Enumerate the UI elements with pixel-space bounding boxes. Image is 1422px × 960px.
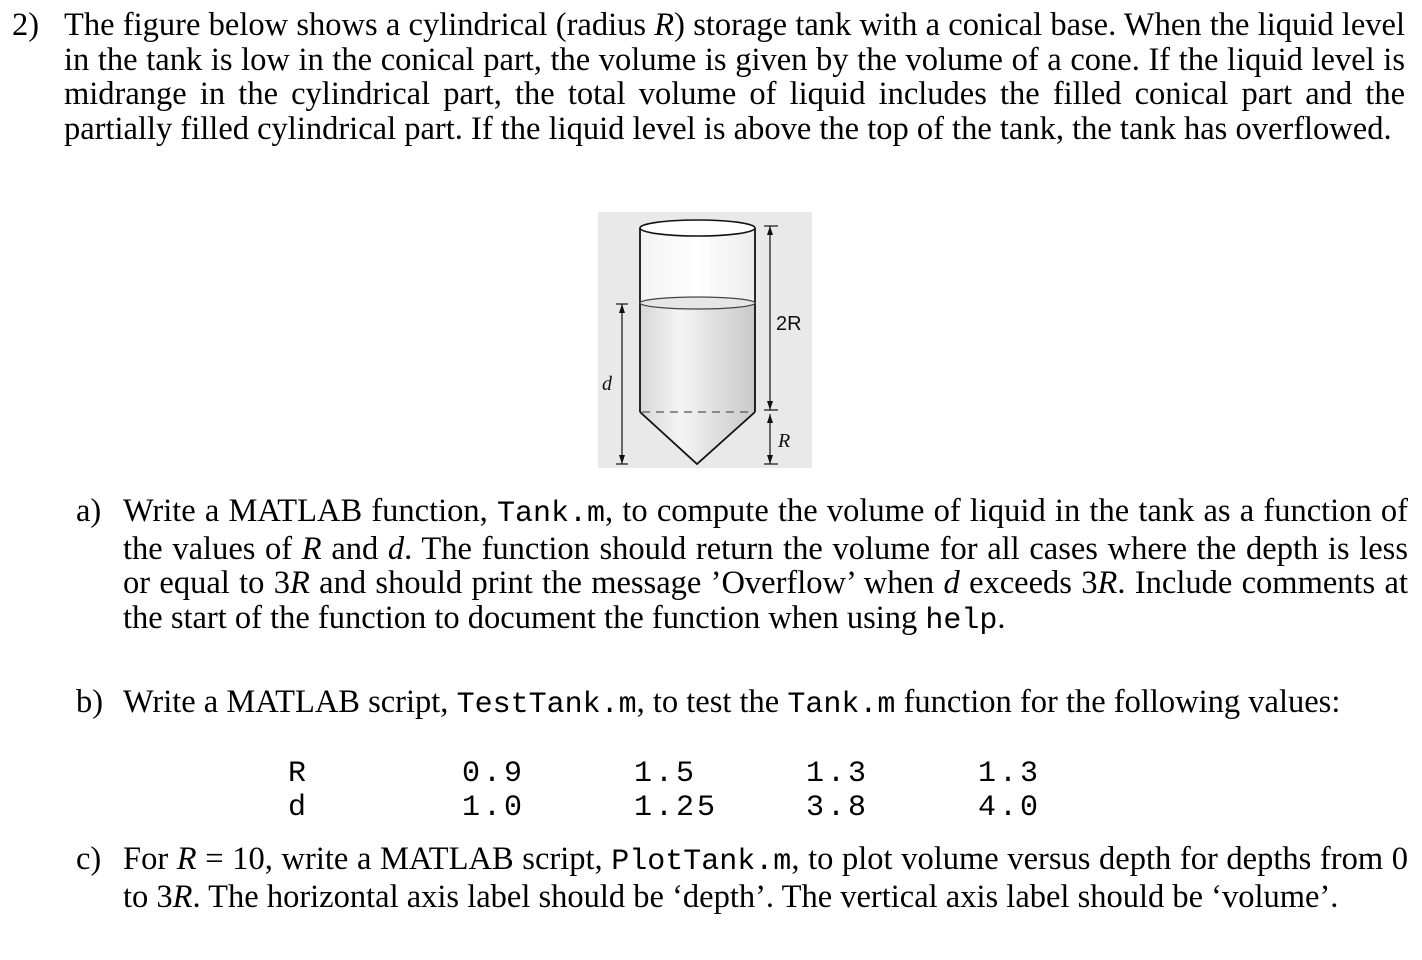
- label-R: R: [778, 430, 791, 452]
- table-cell: 0.9: [462, 757, 526, 791]
- row-name: R: [288, 757, 310, 791]
- problem-intro: The figure below shows a cylindrical (radius R) storage tank with a conical base. When the liquid level in the tank is low in the conical part, the volume is given by the volume of a cone. If the liquid level is midrange in the cylindrical part, the total volume of liquid includes the filled conical part and the partially filled cylindrical part. If the liquid level is above the top of the tank, the tank has overflowed.: [64, 7, 1405, 147]
- tank-upper-wall: [640, 228, 755, 303]
- table-cell: 1.3: [806, 757, 870, 791]
- part-b-text: Write a MATLAB script, TestTank.m, to test the Tank.m function for the following values:: [123, 684, 1341, 722]
- part-b-label: b): [76, 684, 104, 720]
- table-cell: 1.0: [462, 791, 526, 825]
- table-cell: 1.3: [978, 757, 1042, 791]
- label-d: d: [602, 373, 612, 395]
- table-cell: 1.5: [634, 757, 698, 791]
- part-c-text: For R = 10, write a MATLAB script, PlotTank.m, to plot volume versus depth for depths from 0 to 3R. The horizontal axis label should be ‘depth’. The vertical axis label should be ‘volume’.: [123, 841, 1408, 915]
- part-a-label: a): [76, 493, 102, 529]
- table-cell: 1.25: [634, 791, 719, 825]
- liquid-surface: [640, 297, 755, 309]
- part-c-label: c): [76, 841, 102, 877]
- tank-top-rim: [640, 220, 755, 236]
- tank-diagram: [598, 212, 812, 468]
- table-cell: 3.8: [806, 791, 870, 825]
- label-2R: 2R: [776, 313, 802, 335]
- problem-number: 2): [12, 7, 40, 43]
- tank-liquid: [640, 303, 755, 464]
- table-cell: 4.0: [978, 791, 1042, 825]
- part-a-text: Write a MATLAB function, Tank.m, to compute the volume of liquid in the tank as a function of the values of R and d. The function should return the volume for all cases where the depth is less or equal to 3R and should print the message ’Overflow’ when d exceeds 3R. Include comments at the start of the function to document the function when using help.: [123, 493, 1408, 638]
- tank-figure: [598, 212, 812, 468]
- row-name: d: [288, 791, 310, 825]
